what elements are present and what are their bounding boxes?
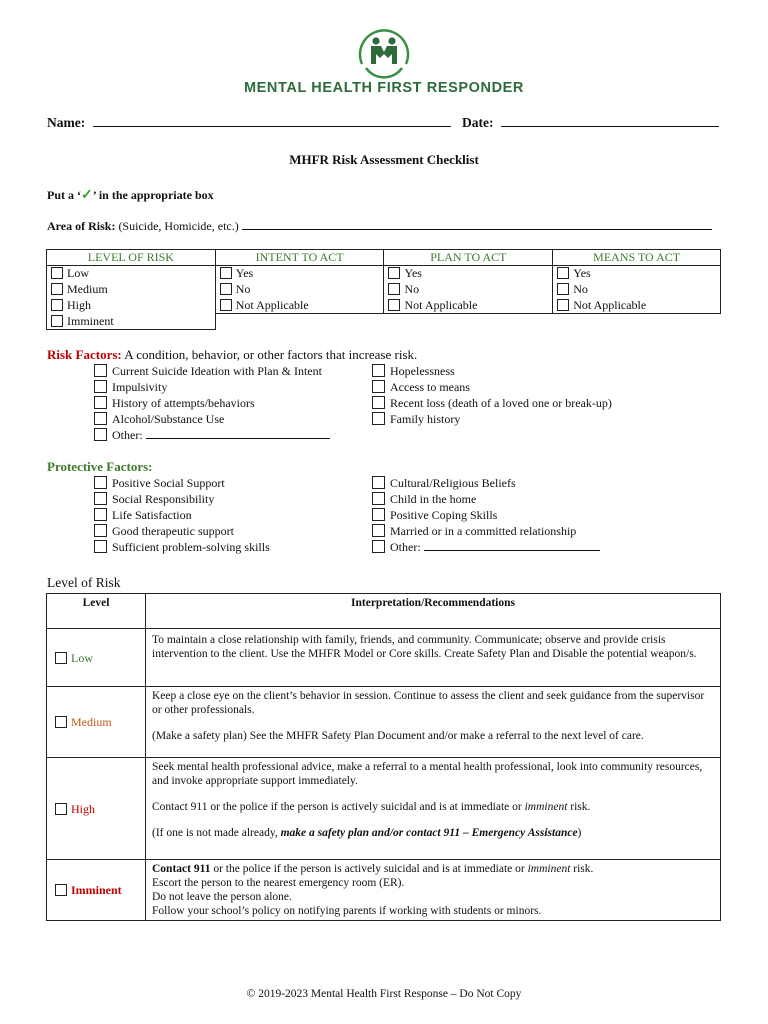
checkbox[interactable] <box>372 540 385 553</box>
recommendation-text: To maintain a close relationship with family, friends, and community. Communicate; observe and provide crisis intervention to the client. Use the MHFR Model or Core skills. Create Safety Plan and Disable the potential weapon/s. <box>152 634 697 660</box>
checkbox[interactable] <box>51 267 63 279</box>
document-title: MHFR Risk Assessment Checklist <box>289 152 479 167</box>
item-label: Other: <box>390 540 421 554</box>
medium-recommendation <box>146 687 721 758</box>
checkbox[interactable] <box>220 299 232 311</box>
option-means-yes[interactable] <box>553 266 721 282</box>
option-label: Not Applicable <box>235 297 309 312</box>
option-label: Not Applicable <box>404 297 478 312</box>
checkbox[interactable] <box>94 412 107 425</box>
option-level-imminent[interactable] <box>47 314 216 330</box>
checkbox[interactable] <box>557 299 569 311</box>
risk-factor-item[interactable] <box>94 412 224 427</box>
risk-factors-heading <box>47 347 417 363</box>
date-field[interactable] <box>501 115 719 127</box>
checkbox[interactable] <box>94 396 107 409</box>
low-recommendation <box>146 629 721 687</box>
risk-factor-item[interactable] <box>94 364 322 379</box>
risk-factor-item[interactable] <box>372 380 470 395</box>
option-label: No <box>404 282 420 296</box>
risk-factors-label: Risk Factors: <box>47 347 122 362</box>
checkbox[interactable] <box>55 716 67 728</box>
level-label: Medium <box>71 715 112 729</box>
item-label: Hopelessness <box>390 364 455 378</box>
name-field[interactable] <box>93 115 451 127</box>
risk-factor-item[interactable] <box>94 396 255 411</box>
area-hint: (Suicide, Homicide, etc.) <box>118 219 239 233</box>
checkbox[interactable] <box>94 508 107 521</box>
header-intent-to-act: INTENT TO ACT <box>215 250 384 266</box>
checkbox[interactable] <box>372 508 385 521</box>
option-label: Yes <box>573 266 591 281</box>
recommendation-text: Do not leave the person alone. <box>152 891 292 903</box>
checkbox[interactable] <box>388 267 400 279</box>
option-intent-yes[interactable] <box>215 266 384 282</box>
item-label: History of attempts/behaviors <box>112 396 255 410</box>
item-label: Cultural/Religious Beliefs <box>390 476 516 490</box>
item-label: Good therapeutic support <box>112 524 234 538</box>
protective-factor-item[interactable] <box>94 492 214 507</box>
checkbox[interactable] <box>51 299 63 311</box>
level-medium[interactable] <box>47 687 146 758</box>
protective-factor-item[interactable] <box>372 524 576 539</box>
recommendation-text <box>152 862 714 876</box>
brand-name: MENTAL HEALTH FIRST RESPONDER <box>243 80 524 96</box>
date-label: Date: <box>461 115 494 130</box>
protective-factor-item[interactable] <box>94 508 192 523</box>
option-intent-no[interactable] <box>215 282 384 298</box>
name-label: Name: <box>47 115 86 130</box>
text-run: risk. <box>567 801 591 813</box>
item-label: Access to means <box>390 380 470 394</box>
risk-factor-item[interactable] <box>372 364 455 379</box>
column-level: Level <box>47 594 146 629</box>
protective-factor-other[interactable] <box>372 540 600 555</box>
level-label: Low <box>71 650 93 665</box>
option-means-no[interactable] <box>553 282 721 298</box>
checkbox[interactable] <box>388 283 400 295</box>
recommendation-text: Follow your school’s policy on notifying parents if working with students or minors. <box>152 905 542 917</box>
item-label: Impulsivity <box>112 380 168 394</box>
text-run: Contact 911 or the police if the person is actively suicidal and is at immediate or <box>152 801 525 813</box>
risk-factor-item[interactable] <box>372 396 612 411</box>
recommendation-text: (Make a safety plan) See the MHFR Safety Plan Document and/or make a referral to the next level of care. <box>152 730 644 742</box>
area-label: Area of Risk: <box>47 219 116 233</box>
checkbox[interactable] <box>372 364 385 377</box>
checkbox[interactable] <box>388 299 400 311</box>
item-label: Family history <box>390 412 461 426</box>
recommendation-text: Seek mental health professional advice, make a referral to a mental health professional, look into community resources, and invoke appropriate support immediately. <box>152 761 703 787</box>
option-label: Imminent <box>67 313 114 328</box>
item-label: Positive Coping Skills <box>390 508 498 522</box>
level-label: High <box>71 801 95 816</box>
risk-factor-item[interactable] <box>94 380 167 395</box>
checkbox[interactable] <box>55 652 67 664</box>
checkbox[interactable] <box>94 540 107 553</box>
recommendation-text <box>152 800 714 814</box>
column-interpretation: Interpretation/Recommendations <box>146 594 721 629</box>
item-label: Positive Social Support <box>112 476 225 490</box>
checkbox[interactable] <box>94 364 107 377</box>
instruction-prefix: Put a ‘ <box>47 188 81 202</box>
risk-factor-other[interactable] <box>94 428 330 443</box>
protective-factor-item[interactable] <box>94 524 234 539</box>
option-level-high[interactable] <box>47 298 216 314</box>
empty-cell <box>553 314 721 330</box>
checkbox[interactable] <box>94 380 107 393</box>
checkbox[interactable] <box>51 283 63 295</box>
level-high[interactable] <box>47 758 146 860</box>
option-level-medium[interactable] <box>47 282 216 298</box>
instruction-suffix: ’ in the appropriate box <box>92 188 214 202</box>
option-level-low[interactable] <box>47 266 216 282</box>
recommendation-text: Escort the person to the nearest emergency room (ER). <box>152 877 405 889</box>
risk-assessment-grid <box>46 249 721 330</box>
checkbox[interactable] <box>372 396 385 409</box>
item-label: Married or in a committed relationship <box>390 524 577 538</box>
item-label: Current Suicide Ideation with Plan & Intent <box>112 364 322 378</box>
item-label: Social Responsibility <box>112 492 215 506</box>
option-label: Medium <box>67 282 108 296</box>
protective-factor-item[interactable] <box>372 492 476 507</box>
checkbox[interactable] <box>51 315 63 327</box>
protective-factor-item[interactable] <box>372 476 516 491</box>
other-blank-field[interactable] <box>424 540 600 551</box>
recommendation-text <box>152 826 714 840</box>
header-level-of-risk: LEVEL OF RISK <box>47 250 216 266</box>
checkbox[interactable] <box>557 283 569 295</box>
risk-factor-item[interactable] <box>372 412 460 427</box>
area-of-risk-row <box>47 218 712 234</box>
level-of-risk-heading: Level of Risk <box>47 575 121 590</box>
checkbox[interactable] <box>94 476 107 489</box>
level-of-risk-table <box>46 593 721 921</box>
empty-cell <box>384 314 553 330</box>
area-field[interactable] <box>242 218 712 230</box>
option-intent-na[interactable] <box>215 298 384 314</box>
checkbox[interactable] <box>372 492 385 505</box>
high-recommendation <box>146 758 721 860</box>
protective-factor-item[interactable] <box>94 540 270 555</box>
item-label: Sufficient problem-solving skills <box>112 540 270 554</box>
empty-cell <box>215 314 384 330</box>
text-run: risk. <box>570 863 594 875</box>
option-label: Yes <box>404 266 422 281</box>
text-run: make a safety plan and/or contact 911 – Emergency Assistance <box>280 827 578 839</box>
level-label: Imminent <box>71 883 122 897</box>
text-run: or the police if the person is actively suicidal and is at immediate or <box>210 863 528 875</box>
text-run: imminent <box>524 801 568 813</box>
text-run: imminent <box>527 863 571 875</box>
protective-factors-heading: Protective Factors: <box>47 459 153 474</box>
people-handshake-logo-icon <box>352 24 416 80</box>
imminent-recommendation <box>146 860 721 921</box>
checkbox[interactable] <box>557 267 569 279</box>
footer-copyright: © 2019-2023 Mental Health First Response – Do Not Copy <box>246 988 522 1000</box>
checkbox[interactable] <box>372 412 385 425</box>
option-label: No <box>235 282 251 296</box>
checkbox[interactable] <box>372 524 385 537</box>
risk-factors-description: A condition, behavior, or other factors that increase risk. <box>121 347 418 362</box>
protective-factor-item[interactable] <box>372 508 497 523</box>
item-label: Child in the home <box>390 492 477 506</box>
option-plan-na[interactable] <box>384 298 553 314</box>
checkbox[interactable] <box>372 380 385 393</box>
option-means-na[interactable] <box>553 298 721 314</box>
checkbox[interactable] <box>220 283 232 295</box>
item-label: Other: <box>112 428 143 442</box>
checkmark-icon: ✓ <box>81 188 93 203</box>
checkbox[interactable] <box>220 267 232 279</box>
checkbox[interactable] <box>372 476 385 489</box>
checkbox[interactable] <box>94 492 107 505</box>
level-imminent[interactable] <box>47 860 146 921</box>
option-plan-yes[interactable] <box>384 266 553 282</box>
option-label: High <box>67 298 91 312</box>
option-label: Not Applicable <box>573 297 647 312</box>
option-label: Low <box>67 266 89 281</box>
text-run: ) <box>577 827 582 839</box>
header-plan-to-act: PLAN TO ACT <box>384 250 553 266</box>
text-run: Contact 911 <box>152 863 211 875</box>
item-label: Recent loss (death of a loved one or break-up) <box>390 396 612 410</box>
level-low[interactable] <box>47 629 146 687</box>
checkbox[interactable] <box>55 803 67 815</box>
text-run: (If one is not made already, <box>152 827 281 839</box>
protective-factor-item[interactable] <box>94 476 225 491</box>
checkbox[interactable] <box>55 884 67 896</box>
other-blank-field[interactable] <box>146 428 330 439</box>
checkbox[interactable] <box>94 428 107 441</box>
item-label: Life Satisfaction <box>112 508 192 522</box>
option-label: No <box>573 282 588 296</box>
checkbox[interactable] <box>94 524 107 537</box>
option-plan-no[interactable] <box>384 282 553 298</box>
instruction-text <box>47 187 214 204</box>
option-label: Yes <box>235 266 254 281</box>
item-label: Alcohol/Substance Use <box>112 412 225 426</box>
recommendation-text: Keep a close eye on the client’s behavior in session. Continue to assess the client and seek guidance from the supervisor or other professionals. <box>152 690 705 716</box>
name-date-row <box>47 115 719 131</box>
header-means-to-act: MEANS TO ACT <box>553 250 721 266</box>
